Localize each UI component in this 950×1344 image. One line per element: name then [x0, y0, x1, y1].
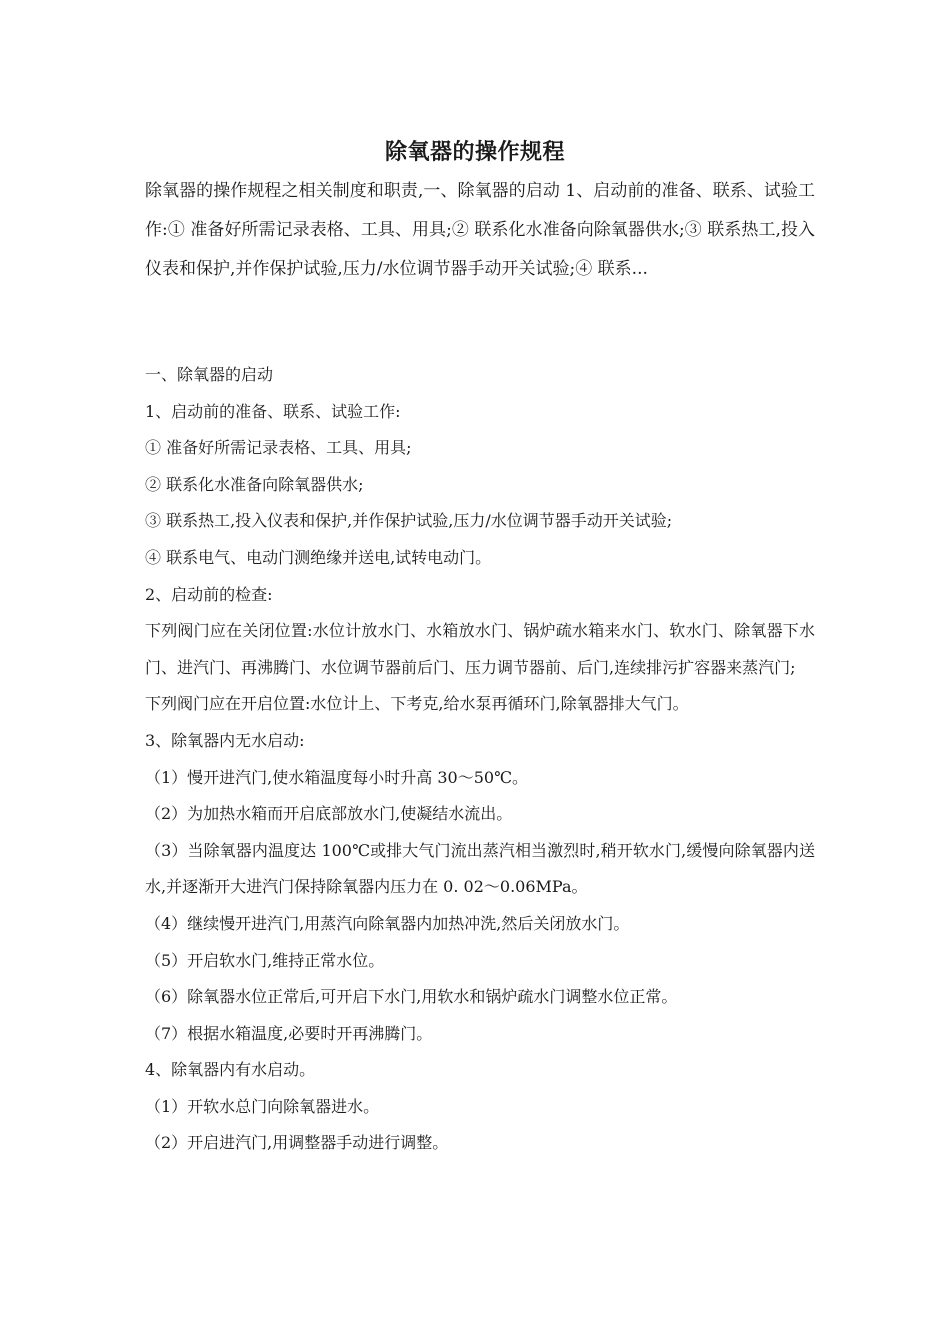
list-item: （1）开软水总门向除氧器进水。 [145, 1096, 380, 1116]
list-item: （1）慢开进汽门,使水箱温度每小时升高 30～50℃。 [145, 767, 528, 787]
subsection-heading: 4、除氧器内有水启动。 [145, 1060, 316, 1080]
list-item: （2）开启进汽门,用调整器手动进行调整。 [145, 1133, 449, 1153]
list-item: ① 准备好所需记录表格、工具、用具; [145, 438, 412, 458]
list-item: ② 联系化水准备向除氧器供水; [145, 474, 364, 494]
list-item: （6）除氧器水位正常后,可开启下水门,用软水和锅炉疏水门调整水位正常。 [145, 987, 678, 1007]
subsection-heading: 3、除氧器内无水启动: [145, 730, 305, 750]
list-item: （4）继续慢开进汽门,用蒸汽向除氧器内加热冲洗,然后关闭放水门。 [145, 913, 630, 933]
section-heading: 一、除氧器的启动 [145, 365, 274, 384]
list-item: （3）当除氧器内温度达 100℃或排大气门流出蒸汽相当激烈时,稍开软水门,缓慢向除氧器内送水,并逐渐开大进汽门保持除氧器内压力在 0. 02～0.06MPa。 [145, 840, 815, 897]
list-item: （5）开启软水门,维持正常水位。 [145, 950, 385, 970]
paragraph: 下列阀门应在开启位置:水位计上、下考克,给水泵再循环门,除氧器排大气门。 [145, 694, 689, 714]
list-item: （7）根据水箱温度,必要时开再沸腾门。 [145, 1023, 433, 1043]
list-item: （2）为加热水箱而开启底部放水门,使凝结水流出。 [145, 804, 513, 824]
intro-paragraph: 除氧器的操作规程之相关制度和职责,一、除氧器的启动 1、启动前的准备、联系、试验工作:① 准备好所需记录表格、工具、用具;② 联系化水准备向除氧器供水;③ 联系热工,投入仪表和保护,并作保护试验,压力/水位调节器手动开关试验;④ 联系... [145, 181, 815, 279]
subsection-heading: 1、启动前的准备、联系、试验工作: [145, 401, 401, 421]
list-item: ③ 联系热工,投入仪表和保护,并作保护试验,压力/水位调节器手动开关试验; [145, 511, 673, 531]
list-item: ④ 联系电气、电动门测绝缘并送电,试转电动门。 [145, 547, 492, 567]
subsection-heading: 2、启动前的检查: [145, 584, 273, 604]
procedure-body [145, 357, 815, 1162]
document-title: 除氧器的操作规程 [384, 139, 565, 165]
paragraph: 下列阀门应在关闭位置:水位计放水门、水箱放水门、锅炉疏水箱来水门、软水门、除氧器下水门、进汽门、再沸腾门、水位调节器前后门、压力调节器前、后门,连续排污扩容器来蒸汽门; [145, 621, 815, 677]
